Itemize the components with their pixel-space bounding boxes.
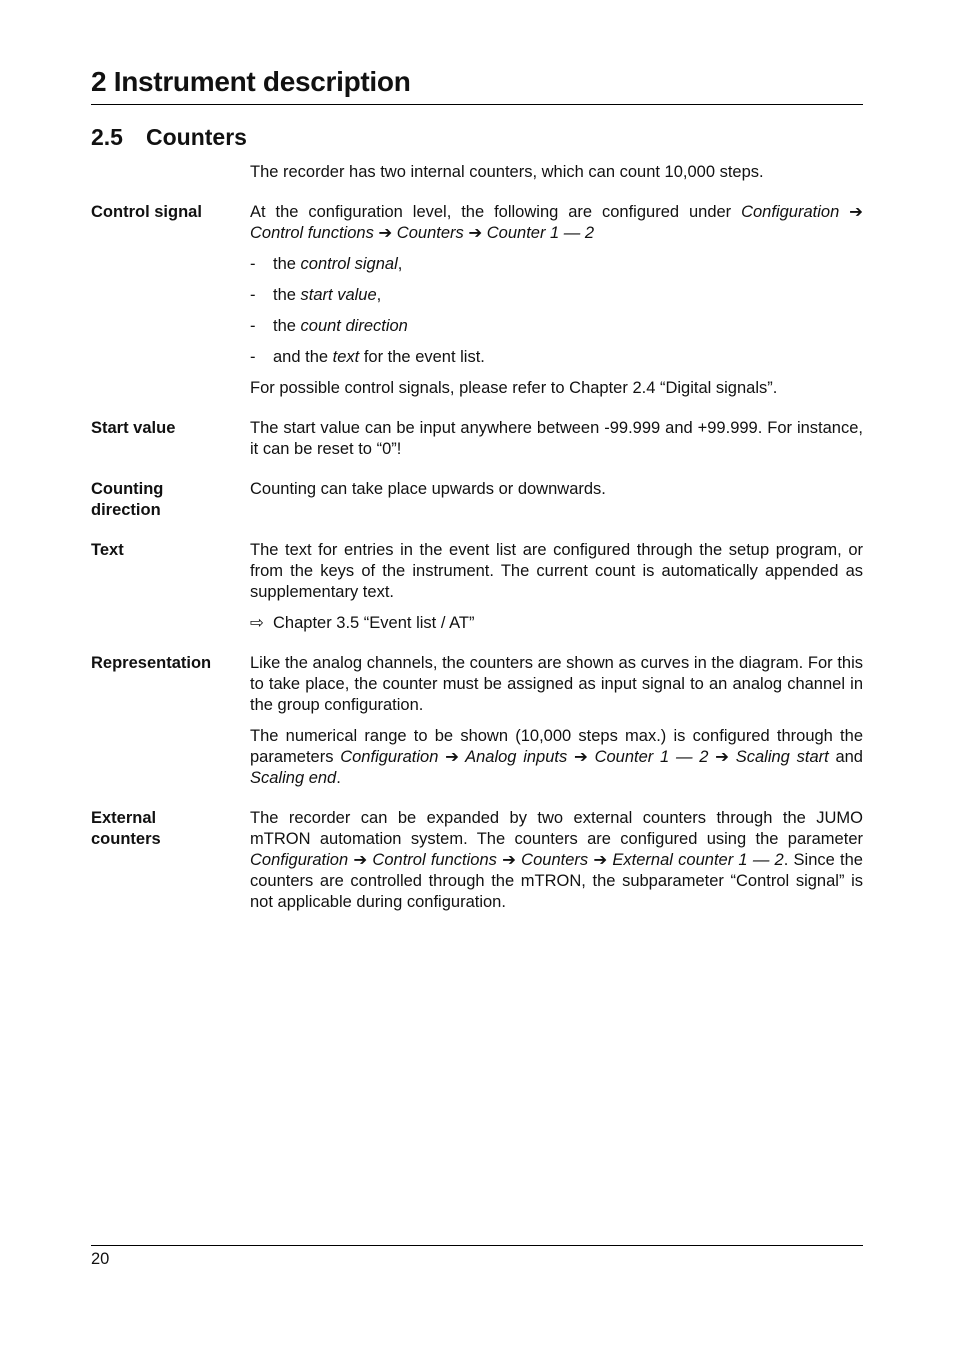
config-path: Configuration ➔ Control functions ➔ Counters ➔ Counter 1 — 2 [250, 203, 863, 242]
page-content [91, 162, 863, 932]
intro-row [91, 162, 863, 183]
representation-text: The numerical range to be shown (10,000 steps max.) is configured through the parameters [250, 727, 863, 766]
external-counters-text: The recorder can be expanded by two external counters through the JUMO mTRON automation system. The counters are configured using the parameter [250, 809, 863, 848]
chapter-reference-text: Chapter 3.5 “Event list / AT” [273, 614, 475, 632]
representation-paragraph-2 [250, 726, 863, 789]
list-dash: - [250, 286, 256, 304]
list-dash: - [250, 317, 256, 335]
list-item [250, 254, 863, 275]
list-item-term: start value [300, 286, 377, 304]
chapter-title: 2 Instrument description [91, 66, 411, 97]
counting-direction-text: Counting can take place upwards or downwards. [250, 480, 606, 498]
config-path: Configuration ➔ Analog inputs ➔ Counter 1 — 2 ➔ Scaling start [340, 748, 829, 766]
header-rule [91, 104, 863, 105]
list-item-suffix: for the event list. [359, 348, 485, 366]
list-item-term: control signal [300, 255, 398, 273]
counting-direction-label: Counting direction [91, 480, 164, 519]
counting-direction-body [250, 479, 863, 521]
text-row [91, 540, 863, 634]
representation-label: Representation [91, 654, 212, 672]
list-item-term: count direction [300, 317, 408, 335]
representation-row [91, 653, 863, 789]
list-dash: - [250, 348, 256, 366]
start-value-row [91, 418, 863, 460]
list-item-text: the [273, 286, 301, 304]
control-signal-row [91, 202, 863, 399]
start-value-label: Start value [91, 419, 176, 437]
representation-body [250, 653, 863, 789]
list-item-text: the [273, 317, 301, 335]
list-item-suffix: , [376, 286, 382, 304]
section-title [91, 122, 247, 152]
external-counters-label: External counters [91, 809, 161, 848]
external-counters-suffix: . Since the counters are controlled through the mTRON, the subparameter “Control signal” is not applicable during configuration. [250, 851, 863, 911]
section-number: 2.5 [91, 124, 123, 150]
text-body [250, 540, 863, 634]
representation-connector: and [828, 748, 863, 766]
control-signal-paragraph [250, 202, 863, 244]
list-item-suffix: , [397, 255, 403, 273]
config-path: Configuration ➔ Control functions ➔ Counters ➔ External counter 1 — 2 [250, 851, 784, 869]
intro-text: The recorder has two internal counters, which can count 10,000 steps. [250, 163, 764, 181]
page-number: 20 [91, 1250, 110, 1268]
counting-direction-row [91, 479, 863, 521]
list-item [250, 285, 863, 306]
representation-suffix: . [336, 769, 341, 787]
list-item-text: and the [273, 348, 333, 366]
parameter-name: Scaling end [250, 769, 337, 787]
external-counters-body [250, 808, 863, 913]
list-item-text: the [273, 255, 301, 273]
arrow-right-icon: ⇨ [250, 614, 264, 632]
chapter-reference [250, 613, 863, 634]
text-label: Text [91, 541, 124, 559]
list-item-term: text [332, 348, 360, 366]
representation-paragraph-1: Like the analog channels, the counters are shown as curves in the diagram. For this to take place, the counter must be assigned as input signal to an analog channel in the group configuration. [250, 654, 863, 714]
footer-rule [91, 1245, 863, 1246]
control-signal-body [250, 202, 863, 399]
list-dash: - [250, 255, 256, 273]
external-counters-row [91, 808, 863, 913]
start-value-body [250, 418, 863, 460]
list-item [250, 316, 863, 337]
control-signal-reference: For possible control signals, please refer to Chapter 2.4 “Digital signals”. [250, 379, 778, 397]
list-item [250, 347, 863, 368]
control-signal-label: Control signal [91, 203, 202, 221]
intro-body [250, 162, 863, 183]
control-signal-list [250, 254, 863, 368]
text-paragraph: The text for entries in the event list are configured through the setup program, or from the keys of the instrument. The current count is automatically appended as supplementary text. [250, 541, 863, 601]
start-value-text: The start value can be input anywhere between -99.999 and +99.999. For instance, it can be reset to “0”! [250, 419, 863, 458]
intro-label [91, 162, 250, 183]
external-counters-paragraph [250, 808, 863, 913]
control-signal-text: At the configuration level, the following are configured under [250, 203, 742, 221]
section-title-text: Counters [146, 124, 247, 150]
